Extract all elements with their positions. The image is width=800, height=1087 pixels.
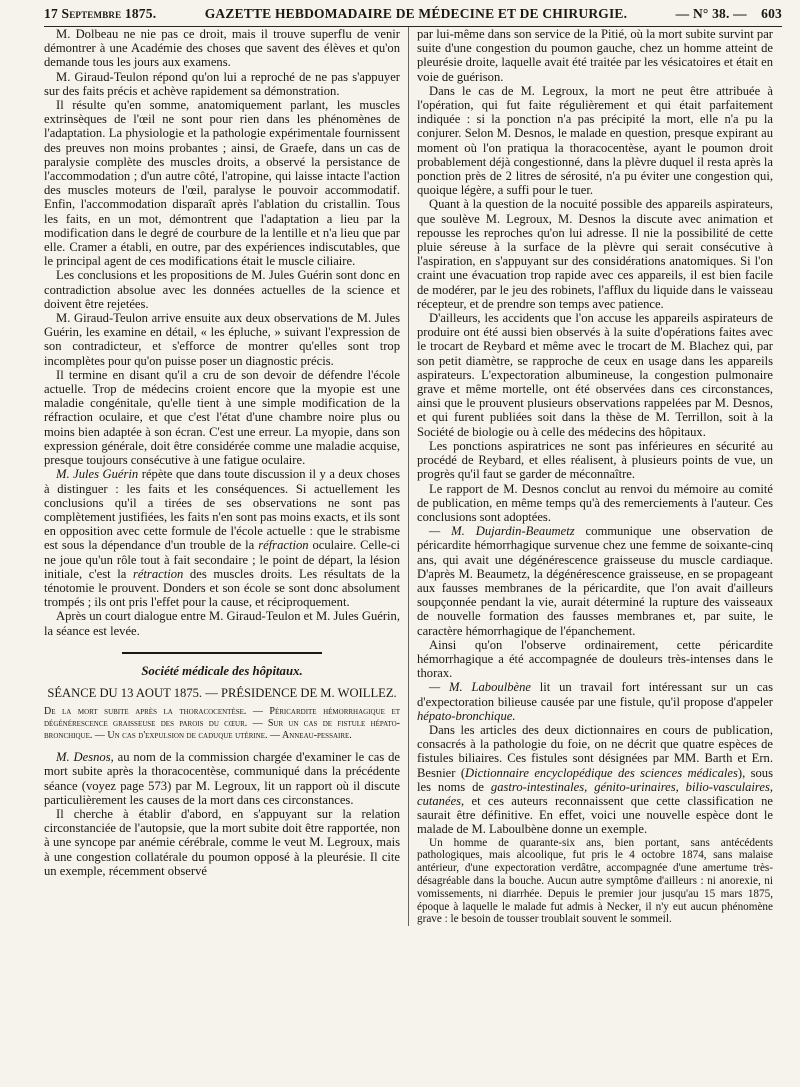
- paragraph: Il cherche à établir d'abord, en s'appuyant sur la relation circonstanciée de l'autopsie, que la mort subite doit être rapportée, non à une syncope par anémie cérébrale, comme le veut M. Legroux, mais à une congestion collatérale du poumon opposé à la pleurésie. Il cite un exemple, récemment observé: [44, 806, 400, 878]
- text-run: lit un travail fort intéressant sur un cas d'expectoration bilieuse causée par une fistule, qu'il propose d'appeler: [417, 680, 773, 709]
- running-header: [44, 4, 782, 27]
- header-date-year: 1875.: [124, 6, 157, 21]
- paragraph: Il résulte qu'en somme, anatomiquement parlant, les muscles extrinsèques de l'œil ne sont pour rien dans les phénomènes de l'adaptation. La physiologie et la pathologie expérimentale fournissent des preuves non moins probantes ; ainsi, de Graefe, dans un cas de paralysie complète des muscles droits, a observé la persistance de l'accommodation ; d'un autre côté, l'atropine, qui laisse intacte l'action des muscles moteurs de l'œil, paralyse le pouvoir accommodatif. Enfin, l'accommodation disparaît après l'ablation du cristallin. Tous les faits, en un mot, démontrent que l'adaptation a lieu par la modification dans le degré de courbure de la lentille et n'a lieu que par elle. Cramer a établi, en outre, par des expériences indiscutables, que le principal agent de ces modifications était le muscle ciliaire.: [44, 98, 400, 269]
- emphasis: rétraction: [132, 566, 184, 581]
- text-run: , au nom de la commission chargée d'examiner le cas de mort subite après la thoracocentèse, communiqué dans la précédente séance (voyez page 573) par M. Legroux, lit un rapport où il discute particulièrement les causes de la mort dans ces circonstances.: [44, 750, 400, 807]
- paragraph: Dans le cas de M. Legroux, la mort ne peut être attribuée à l'opération, qui fut faite régulièrement et qui était parfaitement indiquée : si la ponction n'a pas précipité la mort, elle n'a pu la conjurer. Selon M. Desnos, le malade en question, presque expirant au moment où l'on pratiqua la thoracocentèse, ayant le poumon droit probablement déjà congestionné, dans la plèvre duquel il resta après la ponction près de 2 litres de sérosité, n'a pu éviter une congestion qui, quoique légère, a suffi pour le tuer.: [417, 83, 773, 198]
- text-run: communique une observation de péricardite hémorrhagique survenue chez une femme de soixante-cinq ans, qui avait une dégénérescence graisseuse du muscle cardiaque. D'après M. Beaumetz, la dégénérescence graisseuse, en se propageant aux fausses membranes de la péricardite, que l'on avait d'ailleurs soupçonnée pendant la vie, aurait déterminé la rupture des vaisseaux de nouvelle formation des fausses membranes et, par suite, le caractère hémorrhagique de l'épanchement.: [417, 524, 773, 638]
- section-rule: [122, 652, 322, 654]
- speaker-name: — M. Dujardin-Beaumetz: [429, 524, 575, 539]
- speaker-name: — M. Laboulbène: [429, 680, 531, 695]
- paragraph: Les conclusions et les propositions de M. Jules Guérin sont donc en contradiction absolue avec les données actuelles de la science et doivent être rejetées.: [44, 268, 400, 311]
- session-summary: De la mort subite après la thoracocentèse. — Péricardite hémorrhagique et dégénérescence graisseuse des parois du cœur. — Sur un cas de fistule hépato-bronchique. — Un cas d'expulsion de caduque utérine. — Anneau-pessaire.: [44, 706, 400, 742]
- page-number: 603: [761, 6, 782, 21]
- paragraph: Les ponctions aspiratrices ne sont pas inférieures en sécurité au procédé de Reybard, et elles réalisent, à plusieurs points de vue, un progrès qu'il faut se garder de méconnaître.: [417, 438, 773, 482]
- paragraph: M. Giraud-Teulon répond qu'on lui a reproché de ne pas s'appuyer sur des faits précis et achève rapidement sa démonstration.: [44, 69, 400, 98]
- text-run: Dans les articles des deux dictionnaires en cours de publication, consacrés à la pathologie du foie, on ne décrit que quatre espèces de fistules biliaires. Ces fistules sont désignées par MM. Barth et Ern. Besnier (: [417, 722, 773, 780]
- society-heading: Société médicale des hôpitaux.: [141, 663, 303, 678]
- emphasis: réfraction: [258, 538, 309, 553]
- issue-number: — N° 38. —: [675, 6, 747, 21]
- text-run: ), sous les noms de: [417, 765, 774, 794]
- text-columns: [44, 27, 782, 926]
- header-date: [44, 6, 156, 22]
- case-report: Un homme de quarante-six ans, bien portant, sans antécédents pathologiques, mais alcoolique, fut pris le 4 octobre 1874, sans malaise antérieur, d'une expectoration verdâtre, accompagnée d'une amertume très-désagréable dans la bouche. Aucun autre symptôme d'ailleurs : ni anorexie, ni vomissements, ni diarrhée. Depuis le premier jour jusqu'au 15 mars 1875, époque à laquelle le malade fut admis à Necker, il n'y eut aucun phénomène grave : le besoin de tousser troublait souvent le sommeil.: [417, 836, 773, 926]
- header-right: [676, 6, 782, 22]
- paragraph: [417, 680, 773, 723]
- paragraph: [44, 467, 400, 609]
- text-run: oculaire. Celle-ci ne joue qu'un rôle tout à fait secondaire ; le point de départ, la lésion initiale, c'est la: [44, 538, 400, 581]
- emphasis: Dictionnaire encyclopédique des sciences médicales: [465, 765, 738, 780]
- paragraph: D'ailleurs, les accidents que l'on accuse les appareils aspirateurs de produire ont été aussi bien observés à la suite d'opérations faites avec le trocart de Reybard et même avec le trocart de M. Blachez qui, par son petit diamètre, se rapproche de ceux en usage dans les appareils aspirateurs. L'expectoration albumineuse, la congestion pulmonaire grave et même mortelle, ont été observées dans ces circonstances, ainsi que le prouvent plusieurs observations rappelées par M. Desnos, et qui furent publiées soit dans la thèse de M. Terrillon, soit à la Société de biologie ou à celle des médecins des hôpitaux.: [417, 311, 773, 439]
- paragraph: Ainsi qu'on l'observe ordinairement, cette péricardite hémorrhagique a été accompagnée de douleurs très-intenses dans le thorax.: [417, 637, 773, 681]
- journal-title: GAZETTE HEBDOMADAIRE DE MÉDECINE ET DE CHIRURGIE.: [204, 6, 628, 21]
- header-date-day: 17: [44, 6, 58, 21]
- paragraph: M. Giraud-Teulon arrive ensuite aux deux observations de M. Jules Guérin, les examine en détail, « les épluche, » suivant l'expression de son contradicteur, et s'efforce de montrer qu'elles sont trop incomplètes pour qu'on puisse poser un diagnostic précis.: [44, 311, 400, 368]
- paragraph: [417, 723, 773, 837]
- session-heading: SÉANCE DU 13 AOUT 1875. — PRÉSIDENCE DE M. WOILLEZ.: [47, 685, 397, 700]
- emphasis: hépato-bronchique.: [417, 708, 516, 723]
- paragraph: [44, 750, 400, 807]
- text-run: des muscles droits. Les résultats de la ténotomie le prouvent. Donders et son école se sont donc absolument trompés ; ils ont pris l'effet pour la cause, et réciproquement.: [44, 566, 400, 610]
- paragraph: M. Dolbeau ne nie pas ce droit, mais il trouve superflu de venir démontrer à une Académie des choses que savent des élèves et qu'on demande tous les jours aux examens.: [44, 27, 400, 70]
- header-date-month: Septembre: [61, 6, 122, 21]
- paragraph: par lui-même dans son service de la Pitié, où la mort subite survint par suite d'une congestion du poumon gauche, chez un homme atteint de pleurésie droite, laquelle avait été traitée par les vésicatoires et était en voie de guérison.: [417, 27, 773, 84]
- paragraph: Il termine en disant qu'il a cru de son devoir de défendre l'école actuelle. Trop de médecins croient encore que la myopie est une maladie congénitale, qu'elle tient à une simple modification de la réfraction oculaire, et que c'est l'état d'une chambre noire plus ou moins bien adaptée à son écran. C'est une erreur. La myopie, dans son expression générale, doit être considérée comme une maladie acquise, presque toujours consécutive à une fatigue oculaire.: [44, 367, 400, 468]
- paragraph: Après un court dialogue entre M. Giraud-Teulon et M. Jules Guérin, la séance est levée.: [44, 609, 400, 638]
- paragraph: Le rapport de M. Desnos conclut au renvoi du mémoire au comité de publication, en même temps qu'à des remerciements à l'auteur. Ces conclusions sont adoptées.: [417, 481, 773, 524]
- speaker-name: M. Desnos: [56, 750, 111, 765]
- right-column: [409, 27, 773, 926]
- text-run: répète que dans toute discussion il y a deux choses à distinguer : les faits et les conséquences. Si actuellement les conclusions qu'il a tirées de ses observations ne sont pas complètement justifiées, les faits n'en sont pas moins exacts, et ils sont en opposition avec cette formule de l'école actuelle : que le strabisme est sous la dépendance d'un trouble de la: [44, 467, 400, 553]
- paragraph: [417, 524, 773, 638]
- paragraph: Quant à la question de la nocuité possible des appareils aspirateurs, que soulève M. Legroux, M. Desnos la discute avec animation et repousse les reproches qu'on lui adresse. Il nie la possibilité de cette pluie séreuse à la surface de la plèvre qui serait consécutive à l'aspiration, en s'appuyant sur des considérations anatomiques. Si l'on craint une évacuation trop rapide avec ces appareils, il est bien facile de modérer, par le jeu des robinets, l'afflux du liquide dans le vaisseau récepteur, et de prendre son temps avec patience.: [417, 197, 773, 311]
- text-run: et ces auteurs reconnaissent que cette classification ne saurait être définitive. En effet, voici une nouvelle espèce dont le malade de M. Laboulbène donne un exemple.: [417, 793, 773, 837]
- speaker-name: M. Jules Guérin: [56, 467, 139, 482]
- left-column: [44, 27, 409, 926]
- emphasis: gastro-intestinales, génito-urinaires, bilio-vasculaires, cutanées,: [417, 779, 773, 808]
